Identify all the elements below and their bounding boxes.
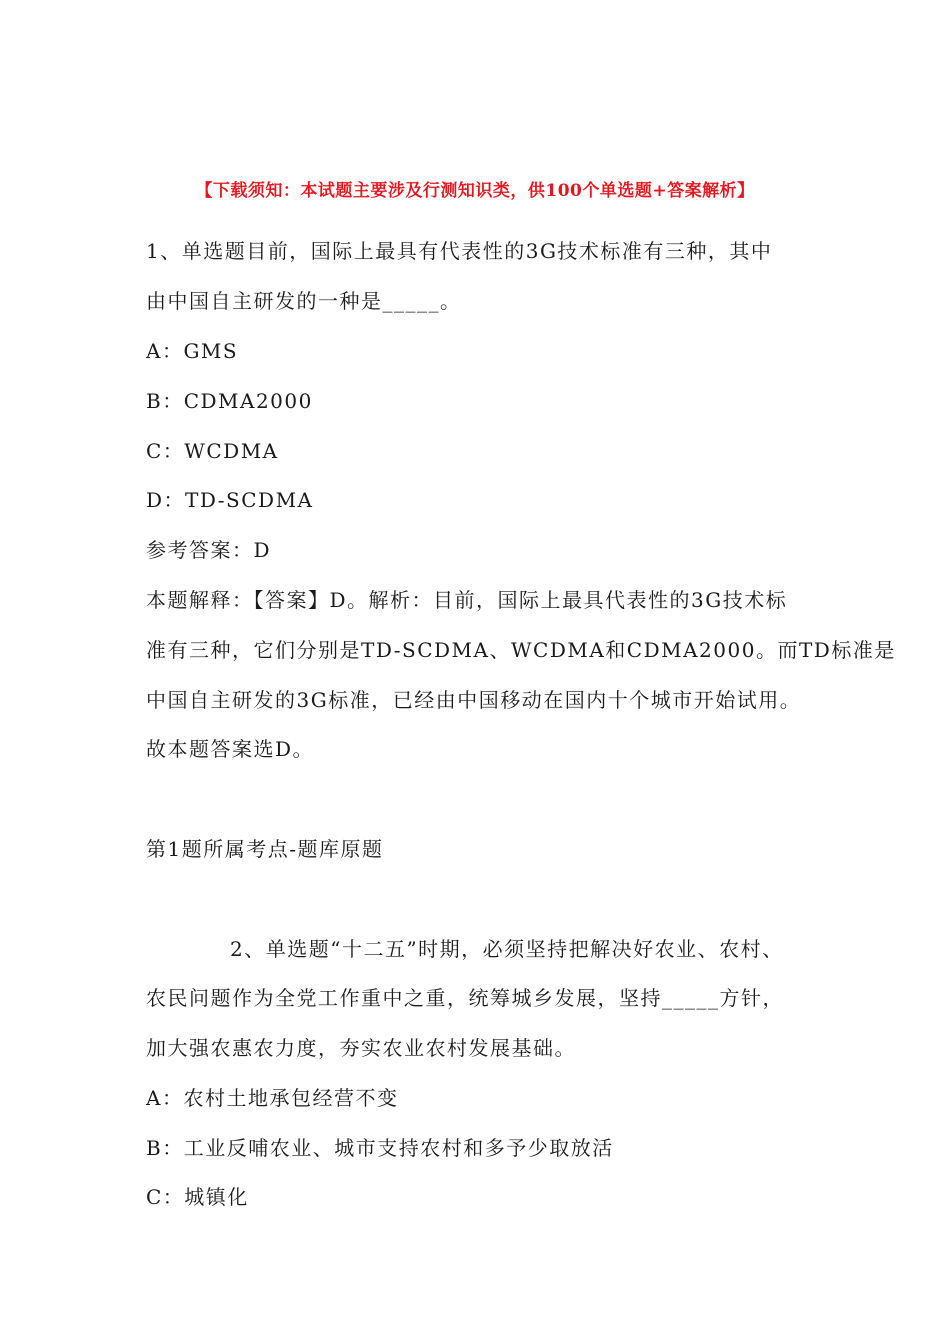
q2-option-b: B：工业反哺农业、城市支持农村和多予少取放活 — [146, 1136, 614, 1160]
q1-option-a: A：GMS — [146, 339, 239, 363]
q1-stem-line-2: 由中国自主研发的一种是_____。 — [146, 289, 462, 313]
q2-stem-line-3: 加大强农惠农力度，夯实农业农村发展基础。 — [146, 1036, 576, 1060]
q1-option-b: B：CDMA2000 — [146, 389, 313, 413]
q1-explain-line-1: 本题解释：【答案】D。解析：目前，国际上最具代表性的3G技术标 — [146, 588, 788, 612]
q1-explain-line-2: 准有三种，它们分别是TD-SCDMA、WCDMA和CDMA2000。而TD标准是 — [146, 638, 896, 662]
q2-option-c: C：城镇化 — [146, 1185, 249, 1209]
q1-topic: 第1题所属考点-题库原题 — [146, 837, 384, 861]
download-notice: 【下载须知：本试题主要涉及行测知识类，供100个单选题+答案解析】 — [195, 181, 755, 201]
q1-stem-line-1: 1、单选题目前，国际上最具有代表性的3G技术标准有三种，其中 — [146, 239, 773, 263]
q2-stem-line-1: 2、单选题“十二五”时期，必须坚持把解决好农业、农村、 — [230, 937, 784, 961]
q1-explain-line-3: 中国自主研发的3G标准，已经由中国移动在国内十个城市开始试用。 — [146, 688, 802, 712]
q1-explain-line-4: 故本题答案选D。 — [146, 737, 315, 761]
q1-answer: 参考答案：D — [146, 538, 272, 562]
q2-stem-line-2: 农民问题作为全党工作重中之重，统筹城乡发展，坚持_____方针， — [146, 986, 784, 1010]
q2-option-a: A：农村土地承包经营不变 — [146, 1086, 399, 1110]
q1-option-c: C：WCDMA — [146, 439, 279, 463]
q1-option-d: D：TD-SCDMA — [146, 488, 314, 512]
